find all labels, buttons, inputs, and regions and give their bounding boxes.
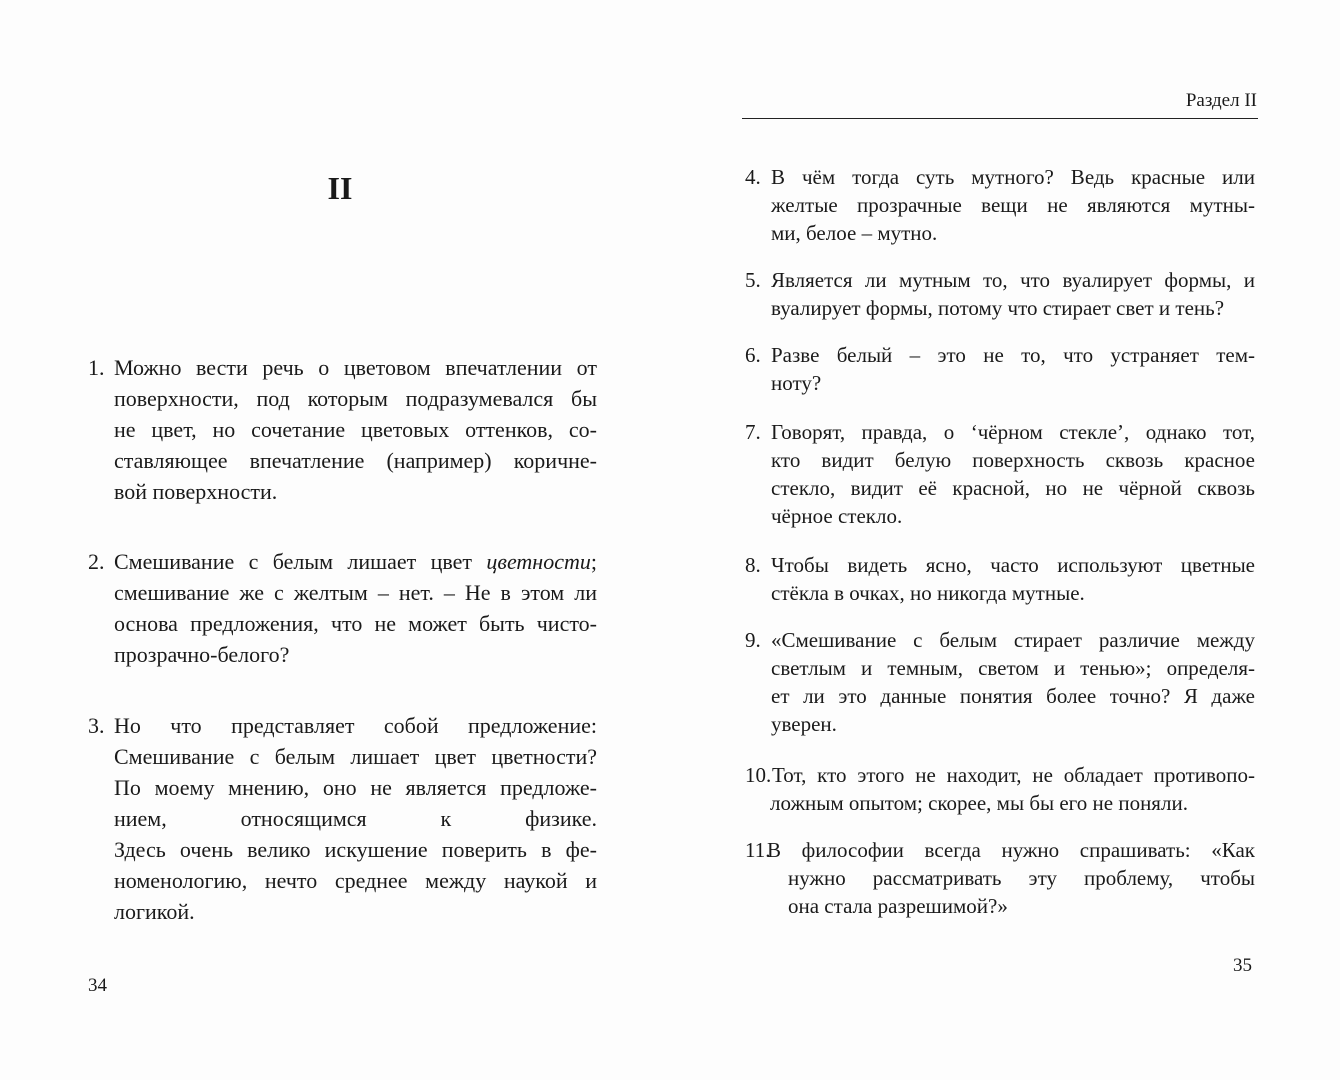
text-line: поверхности, под которым подразумевался бы — [114, 386, 597, 411]
text-line: вой поверхности. — [114, 479, 278, 504]
numbered-paragraph — [88, 352, 597, 507]
text-line: стекло, видит её красной, но не чёрной сквозь — [771, 476, 1255, 500]
numbered-paragraph — [745, 761, 1255, 817]
page-number: 34 — [88, 975, 107, 996]
text-line: ми, белое – мутно. — [771, 221, 938, 245]
text-line: вуалирует формы, потому что стирает свет и тень? — [771, 296, 1225, 320]
paragraph-number: 10. — [745, 763, 772, 787]
text-line: Чтобы видеть ясно, часто используют цветные — [771, 553, 1255, 577]
text-line: По моему мнению, оно не является предложе- — [114, 775, 597, 800]
numbered-paragraph — [745, 163, 1255, 247]
paragraph-number: 7. — [745, 420, 761, 444]
text-line: ноту? — [771, 371, 822, 395]
paragraph-number: 8. — [745, 553, 761, 577]
paragraph-number: 3. — [88, 713, 105, 738]
text-segment: Смешивание с белым лишает цвет — [114, 549, 487, 574]
paragraph-number: 9. — [745, 628, 761, 652]
numbered-paragraph — [745, 836, 1255, 920]
text-line: прозрачно-белого? — [114, 642, 290, 667]
numbered-paragraph — [88, 546, 597, 670]
paragraph-number: 11. — [745, 838, 771, 862]
text-line: светлым и темным, светом и тенью»; определя- — [771, 656, 1255, 680]
text-line: Говорят, правда, о ‘чёрном стекле’, однако тот, — [771, 420, 1255, 444]
text-line: Разве белый – это не то, что устраняет тем- — [771, 343, 1255, 367]
text-line: Смешивание с белым лишает цвет цветности? — [114, 744, 597, 769]
text-line: нужно рассматривать эту проблему, чтобы — [788, 866, 1255, 890]
section-heading: II — [327, 170, 353, 206]
text-segment: ; — [590, 549, 597, 574]
text-line: «Смешивание с белым стирает различие между — [771, 628, 1255, 652]
text-line: уверен. — [771, 712, 837, 736]
text-line: нием, относящимся к физике. — [114, 806, 597, 831]
numbered-paragraph — [745, 266, 1255, 322]
text-line: логикой. — [114, 899, 195, 924]
text-line: Можно вести речь о цветовом впечатлении от — [114, 355, 597, 380]
text-line: чёрное стекло. — [771, 504, 903, 528]
paragraph-number: 1. — [88, 355, 105, 380]
text-line: ет ли это данные понятия более точно? Я даже — [771, 684, 1255, 708]
text-line: Но что представляет собой предложение: — [114, 713, 597, 738]
numbered-paragraph — [745, 418, 1255, 530]
text-line: кто видит белую поверхность сквозь красное — [771, 448, 1255, 472]
page-number: 35 — [1233, 955, 1252, 976]
text-line: Является ли мутным то, что вуалирует формы, и — [771, 268, 1255, 292]
italic-text: цветности — [486, 549, 591, 574]
text-line: номенологию, нечто среднее между наукой и — [114, 868, 597, 893]
text-line: она стала разрешимой?» — [788, 894, 1008, 918]
text-line: ложным опытом; скорее, мы бы его не поняли. — [770, 791, 1188, 815]
text-line: смешивание же с желтым – нет. – Не в этом ли — [114, 580, 597, 605]
text-line: В чём тогда суть мутного? Ведь красные или — [771, 165, 1255, 189]
text-line: желтые прозрачные вещи не являются мутны- — [771, 193, 1255, 217]
numbered-paragraph — [745, 626, 1255, 738]
numbered-paragraph — [745, 341, 1255, 397]
paragraph-number: 5. — [745, 268, 761, 292]
right-page — [670, 0, 1340, 1080]
running-head: Раздел II — [1185, 90, 1257, 111]
paragraph-number: 4. — [745, 165, 761, 189]
header-rule — [742, 118, 1258, 119]
text-line: основа предложения, что не может быть чисто- — [114, 611, 597, 636]
text-line: В философии всегда нужно спрашивать: «Как — [767, 838, 1255, 862]
text-line — [114, 546, 597, 577]
numbered-paragraph — [88, 710, 597, 927]
text-line: ставляющее впечатление (например) коричне- — [114, 448, 597, 473]
paragraph-number: 2. — [88, 549, 105, 574]
paragraph-number: 6. — [745, 343, 761, 367]
numbered-paragraph — [745, 551, 1255, 607]
text-line: Тот, кто этого не находит, не обладает противопо- — [772, 763, 1255, 787]
text-line: Здесь очень велико искушение поверить в фе- — [114, 837, 597, 862]
text-line: не цвет, но сочетание цветовых оттенков, со- — [114, 417, 597, 442]
text-line: стёкла в очках, но никогда мутные. — [771, 581, 1085, 605]
